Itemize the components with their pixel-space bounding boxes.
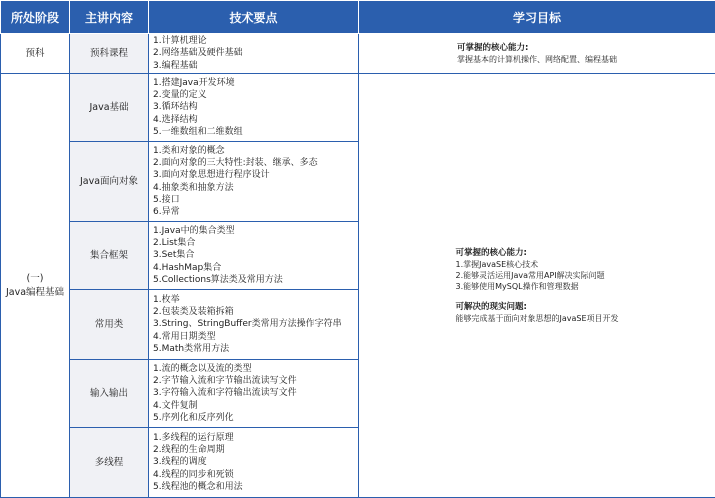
point-item: 1.计算机理论 (153, 35, 356, 47)
stage-label-number: (一) (1, 272, 69, 286)
stage-cell-prep: 预科 (1, 34, 70, 74)
point-item: 4.选择结构 (153, 114, 356, 126)
goal-line: 掌握基本的计算机操作、网络配置、编程基础 (457, 54, 617, 65)
goal-cell-java (359, 74, 715, 498)
point-item: 3.Set集合 (153, 249, 356, 261)
point-item: 3.字符输入流和字符输出流读写文件 (153, 387, 356, 399)
point-item: 3.面向对象思想进行程序设计 (153, 169, 356, 181)
point-item: 3.循环结构 (153, 101, 356, 113)
points-cell (149, 142, 359, 222)
points-cell (149, 428, 359, 498)
goal-cell-prep (359, 34, 715, 74)
goal-heading: 可掌握的核心能力: (457, 42, 617, 54)
goal-heading: 可掌握的核心能力: (455, 247, 618, 259)
point-item: 3.编程基础 (153, 60, 356, 72)
point-item: 4.抽象类和抽象方法 (153, 182, 356, 194)
goal-line: 能够完成基于面向对象思想的JavaSE项目开发 (455, 313, 618, 324)
point-item: 5.Math类常用方法 (153, 343, 356, 355)
goal-line: 1.掌握JavaSE核心技术 (455, 259, 618, 270)
header-row (1, 1, 715, 34)
point-item: 1.多线程的运行原理 (153, 432, 356, 444)
point-item: 4.常用日期类型 (153, 331, 356, 343)
point-item: 1.搭建Java开发环境 (153, 77, 356, 89)
point-item: 4.线程的同步和死锁 (153, 469, 356, 481)
point-item: 2.面向对象的三大特性:封装、继承、多态 (153, 157, 356, 169)
table-row-prep (1, 34, 715, 74)
point-item: 6.异常 (153, 206, 356, 218)
stage-label-name: Java编程基础 (1, 286, 69, 300)
points-cell (149, 222, 359, 290)
topic-cell: 多线程 (70, 428, 149, 498)
point-item: 2.包装类及装箱拆箱 (153, 306, 356, 318)
point-item: 1.流的概念以及流的类型 (153, 363, 356, 375)
point-item: 5.线程池的概念和用法 (153, 481, 356, 493)
point-item: 2.网络基础及硬件基础 (153, 47, 356, 59)
point-item: 1.枚举 (153, 294, 356, 306)
topic-cell: 集合框架 (70, 222, 149, 290)
point-item: 2.List集合 (153, 237, 356, 249)
goal-heading: 可解决的现实问题: (455, 301, 618, 313)
point-item: 4.文件复制 (153, 400, 356, 412)
stage-cell-java (1, 74, 70, 498)
goal-line: 2.能够灵活运用Java常用API解决实际问题 (455, 270, 618, 281)
header-goal: 学习目标 (359, 1, 715, 34)
header-topic: 主讲内容 (70, 1, 149, 34)
points-cell-prep (149, 34, 359, 74)
topic-cell: Java面向对象 (70, 142, 149, 222)
point-item: 5.一维数组和二维数组 (153, 126, 356, 138)
point-item: 1.Java中的集合类型 (153, 225, 356, 237)
point-item: 5.接口 (153, 194, 356, 206)
points-cell (149, 290, 359, 360)
header-points: 技术要点 (149, 1, 359, 34)
topic-cell: Java基础 (70, 74, 149, 142)
point-item: 2.字节输入流和字节输出流读写文件 (153, 375, 356, 387)
points-cell (149, 74, 359, 142)
topic-cell-prep: 预科课程 (70, 34, 149, 74)
point-item: 2.线程的生命周期 (153, 444, 356, 456)
table-row (1, 74, 715, 142)
topic-cell: 输入输出 (70, 360, 149, 428)
header-stage: 所处阶段 (1, 1, 70, 34)
point-item: 5.序列化和反序列化 (153, 412, 356, 424)
point-item: 3.线程的调度 (153, 456, 356, 468)
topic-cell: 常用类 (70, 290, 149, 360)
point-item: 5.Collections算法类及常用方法 (153, 274, 356, 286)
point-item: 1.类和对象的概念 (153, 145, 356, 157)
point-item: 2.变量的定义 (153, 89, 356, 101)
points-cell (149, 360, 359, 428)
point-item: 3.String、StringBuffer类常用方法操作字符串 (153, 318, 356, 330)
goal-line: 3.能够使用MySQL操作和管理数据 (455, 281, 618, 292)
point-item: 4.HashMap集合 (153, 262, 356, 274)
